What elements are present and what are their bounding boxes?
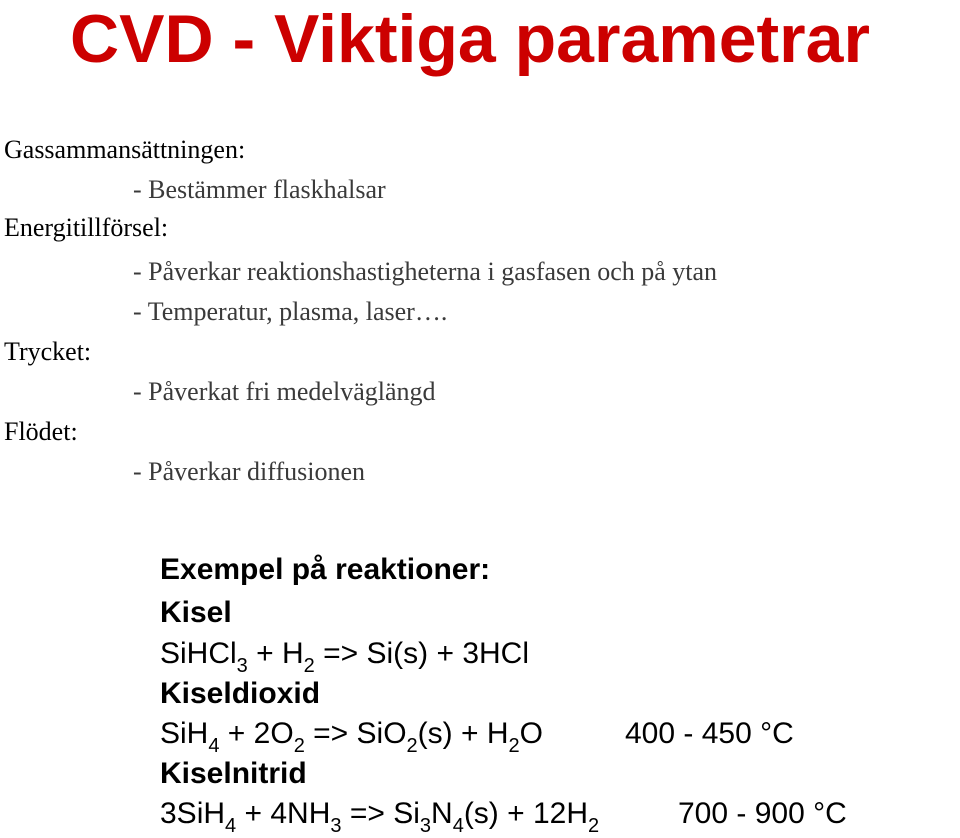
param-detail-energy-2: - Temperatur, plasma, laser….: [133, 297, 448, 326]
formula-subscript: 2: [508, 735, 520, 757]
param-label-gas: Gassammansättningen:: [4, 135, 246, 164]
formula-text: SiHCl: [160, 637, 237, 670]
formula-subscript: 3: [419, 815, 432, 837]
formula-subscript: 2: [293, 735, 305, 757]
formula-text: => Si(s) + 3HCl: [314, 637, 530, 670]
param-detail-energy-1: - Påverkar reaktionshastigheterna i gasfasen och på ytan: [133, 257, 718, 286]
formula-text: => SiO: [304, 717, 407, 750]
param-label-flow: Flödet:: [4, 417, 78, 446]
param-detail-flow-1: - Påverkar diffusionen: [133, 457, 366, 486]
temperature-kiseldioxid: 400 - 450 °C: [625, 717, 794, 750]
param-label-pressure: Trycket:: [4, 337, 92, 366]
formula-subscript: 2: [588, 815, 600, 837]
formula-text: + H: [247, 637, 304, 670]
formula-text: O: [519, 717, 543, 750]
example-name-kisel: Kisel: [160, 596, 232, 629]
formula-subscript: 3: [236, 655, 248, 677]
temperature-kiselnitrid: 700 - 900 °C: [678, 797, 847, 830]
formula-text: SiH: [160, 717, 209, 750]
formula-text: 3SiH: [160, 797, 226, 830]
reaction-kiselnitrid: [160, 794, 599, 837]
formula-text: N: [431, 797, 453, 830]
formula-text: + 2O: [219, 717, 294, 750]
formula-subscript: 3: [330, 815, 342, 837]
formula-text: + 4NH: [236, 797, 331, 830]
param-detail-pressure-1: - Påverkat fri medelväglängd: [133, 377, 436, 406]
examples-heading: Exempel på reaktioner:: [160, 553, 491, 586]
reaction-kiseldioxid: [160, 714, 543, 757]
slide-title: CVD - Viktiga parametrar: [70, 1, 870, 77]
param-label-energy: Energitillförsel:: [4, 213, 169, 242]
param-detail-gas-1: - Bestämmer flaskhalsar: [133, 175, 386, 204]
formula-subscript: 2: [406, 735, 418, 757]
reaction-kisel: [160, 634, 529, 677]
formula-text: (s) + H: [417, 717, 509, 750]
formula-subscript: 4: [208, 735, 220, 757]
formula-subscript: 2: [303, 655, 315, 677]
example-name-kiselnitrid: Kiselnitrid: [160, 757, 307, 790]
example-name-kiseldioxid: Kiseldioxid: [160, 677, 321, 710]
formula-subscript: 4: [452, 815, 464, 837]
formula-text: (s) + 12H: [463, 797, 589, 830]
formula-text: => Si: [341, 797, 420, 830]
formula-subscript: 4: [225, 815, 237, 837]
